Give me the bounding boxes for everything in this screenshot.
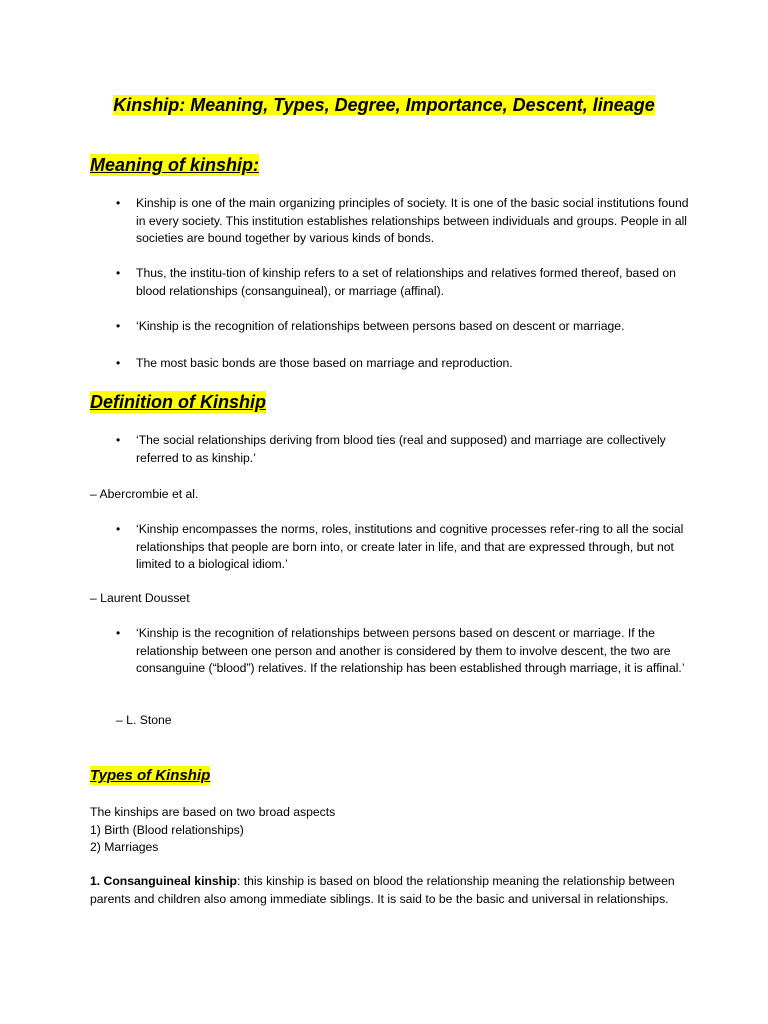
definition-quote xyxy=(116,432,696,467)
meaning-heading: Meaning of kinship: xyxy=(90,155,259,175)
bullet-icon: • xyxy=(116,266,121,280)
bullet-icon: • xyxy=(116,626,121,640)
consanguineal-label: 1. Consanguineal kinship xyxy=(90,874,237,888)
bullet-icon: • xyxy=(116,319,121,333)
definition-quote xyxy=(116,521,696,574)
definition-heading: Definition of Kinship xyxy=(90,392,266,412)
quote-text: ‘Kinship is the recognition of relationships between persons based on descent or marriage. If the relationship between one person and another is considered by them to involve descent, the two are consanguine (“blood”) relatives. If the relationship has been established through marriage, it is affinal.’ xyxy=(136,626,685,675)
bullet-text: Kinship is one of the main organizing principles of society. It is one of the basic social institutions found in every society. This institution establishes relationships between individuals and groups. People in all societies are bound together by various kinds of bonds. xyxy=(136,196,689,245)
types-list-item: 2) Marriages xyxy=(90,840,159,854)
quote-text: ‘The social relationships deriving from blood ties (real and supposed) and marriage are collectively referred to as kinship.’ xyxy=(136,433,666,465)
bullet-text: Thus, the institu-tion of kinship refers to a set of relationships and relatives formed thereof, based on blood relationships (consanguineal), or marriage (affinal). xyxy=(136,266,676,298)
quote-text: ‘Kinship encompasses the norms, roles, institutions and cognitive processes refer-ring to all the social relationships that people are born into, or create later in life, and that are expressed through, but not limited to a biological idiom.’ xyxy=(136,522,684,571)
types-list-item: 1) Birth (Blood relationships) xyxy=(90,822,244,837)
quote-author: – L. Stone xyxy=(116,713,172,727)
bullet-icon: • xyxy=(116,356,121,370)
bullet-icon: • xyxy=(116,196,121,210)
document-title xyxy=(0,94,768,116)
title-text: Kinship: Meaning, Types, Degree, Importance, Descent, lineage xyxy=(113,95,655,115)
meaning-bullet xyxy=(116,265,696,300)
quote-author: – Abercrombie et al. xyxy=(90,487,199,501)
definition-quote xyxy=(116,625,696,678)
meaning-bullet xyxy=(116,355,696,373)
meaning-bullet xyxy=(116,318,696,336)
types-heading: Types of Kinship xyxy=(90,767,211,784)
types-intro xyxy=(90,804,690,857)
consanguineal-paragraph xyxy=(90,873,690,908)
quote-author: – Laurent Dousset xyxy=(90,591,190,605)
bullet-icon: • xyxy=(116,522,121,536)
meaning-bullet xyxy=(116,195,696,248)
consanguineal-text: : this kinship is based on blood the relationship meaning the relationship between parents and children also among immediate siblings. It is said to be the basic and universal in relationships. xyxy=(90,874,675,906)
bullet-icon: • xyxy=(116,433,121,447)
types-intro-text: The kinships are based on two broad aspects xyxy=(90,805,336,819)
bullet-text: ‘Kinship is the recognition of relationships between persons based on descent or marriage. xyxy=(136,319,625,333)
bullet-text: The most basic bonds are those based on marriage and reproduction. xyxy=(136,356,513,370)
